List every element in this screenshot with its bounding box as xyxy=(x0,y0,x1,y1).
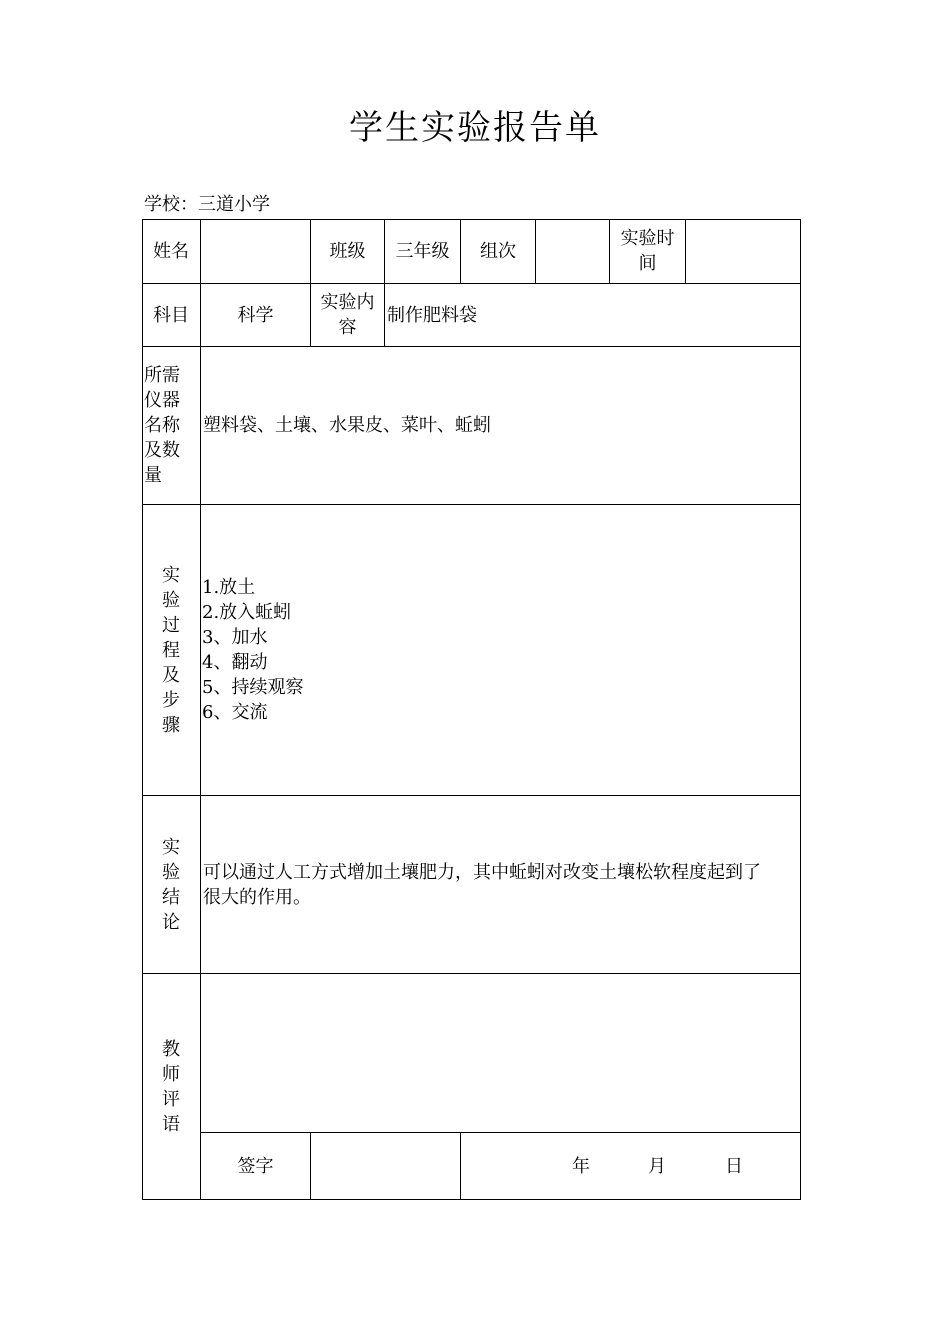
conclusion-label-char: 验 xyxy=(162,861,180,883)
document-title: 学生实验报告单 xyxy=(349,108,601,148)
year-label: 年 xyxy=(572,1155,590,1177)
process-steps xyxy=(202,575,303,725)
conclusion-label xyxy=(142,796,201,974)
process-step: 1.放土 xyxy=(202,577,256,598)
teacher-label-char: 语 xyxy=(162,1113,180,1135)
equipment-label-line: 仪器 xyxy=(144,390,180,411)
time-label-line-1: 实验时 xyxy=(620,228,675,249)
conclusion-label-char: 实 xyxy=(162,836,180,858)
equipment-label-line: 所需 xyxy=(144,365,180,386)
subject-label: 科目 xyxy=(142,284,201,347)
equipment-field[interactable]: 塑料袋、土壤、水果皮、菜叶、蚯蚓 xyxy=(201,347,801,505)
process-label-char: 骤 xyxy=(162,714,180,736)
class-field[interactable]: 三年级 xyxy=(385,219,461,284)
process-step: 3、加水 xyxy=(202,627,268,648)
content-label-line-2: 容 xyxy=(338,317,357,338)
name-label: 姓名 xyxy=(142,219,201,284)
equipment-label-line: 名称 xyxy=(144,415,180,436)
conclusion-label-char: 结 xyxy=(162,886,180,908)
group-label: 组次 xyxy=(461,219,536,284)
content-field[interactable]: 制作肥料袋 xyxy=(385,284,801,347)
teacher-comment-field[interactable] xyxy=(201,974,801,1133)
process-label-char: 过 xyxy=(162,614,180,636)
time-field[interactable] xyxy=(686,219,801,284)
process-label-char: 步 xyxy=(162,689,180,711)
equipment-label-line: 及数 xyxy=(144,440,180,461)
time-label xyxy=(610,219,686,284)
teacher-label-char: 教 xyxy=(162,1038,180,1060)
time-label-line-2: 间 xyxy=(638,253,657,274)
equipment-label xyxy=(142,347,201,505)
teacher-label-char: 评 xyxy=(162,1088,180,1110)
school-line: 学校：三道小学 xyxy=(144,194,270,215)
class-label: 班级 xyxy=(311,219,385,284)
conclusion-line-2: 很大的作用。 xyxy=(203,886,311,908)
conclusion-line-1: 可以通过人工方式增加土壤肥力，其中蚯蚓对改变土壤松软程度起到了 xyxy=(203,861,761,883)
date-field[interactable] xyxy=(461,1133,801,1200)
process-step: 6、交流 xyxy=(202,702,268,723)
process-label-char: 实 xyxy=(162,564,180,586)
month-label: 月 xyxy=(648,1155,666,1177)
group-field[interactable] xyxy=(536,219,610,284)
process-step: 5、持续观察 xyxy=(202,677,304,698)
teacher-comment-label xyxy=(142,974,201,1200)
conclusion-field[interactable] xyxy=(201,796,801,974)
process-label xyxy=(142,505,201,796)
equipment-label-line: 量 xyxy=(144,465,162,486)
process-label-char: 验 xyxy=(162,589,180,611)
process-label-char: 及 xyxy=(162,664,180,686)
teacher-label-char: 师 xyxy=(162,1063,180,1085)
sign-label: 签字 xyxy=(201,1133,311,1200)
process-step: 4、翻动 xyxy=(202,652,268,673)
content-label-line-1: 实验内 xyxy=(320,292,375,313)
conclusion-label-char: 论 xyxy=(162,911,180,933)
day-label: 日 xyxy=(725,1155,743,1177)
process-label-char: 程 xyxy=(162,639,180,661)
process-field[interactable] xyxy=(201,505,801,796)
name-field[interactable] xyxy=(201,219,311,284)
subject-field[interactable]: 科学 xyxy=(201,284,311,347)
process-step: 2.放入蚯蚓 xyxy=(202,602,292,623)
sign-field[interactable] xyxy=(311,1133,461,1200)
content-label xyxy=(311,284,385,347)
